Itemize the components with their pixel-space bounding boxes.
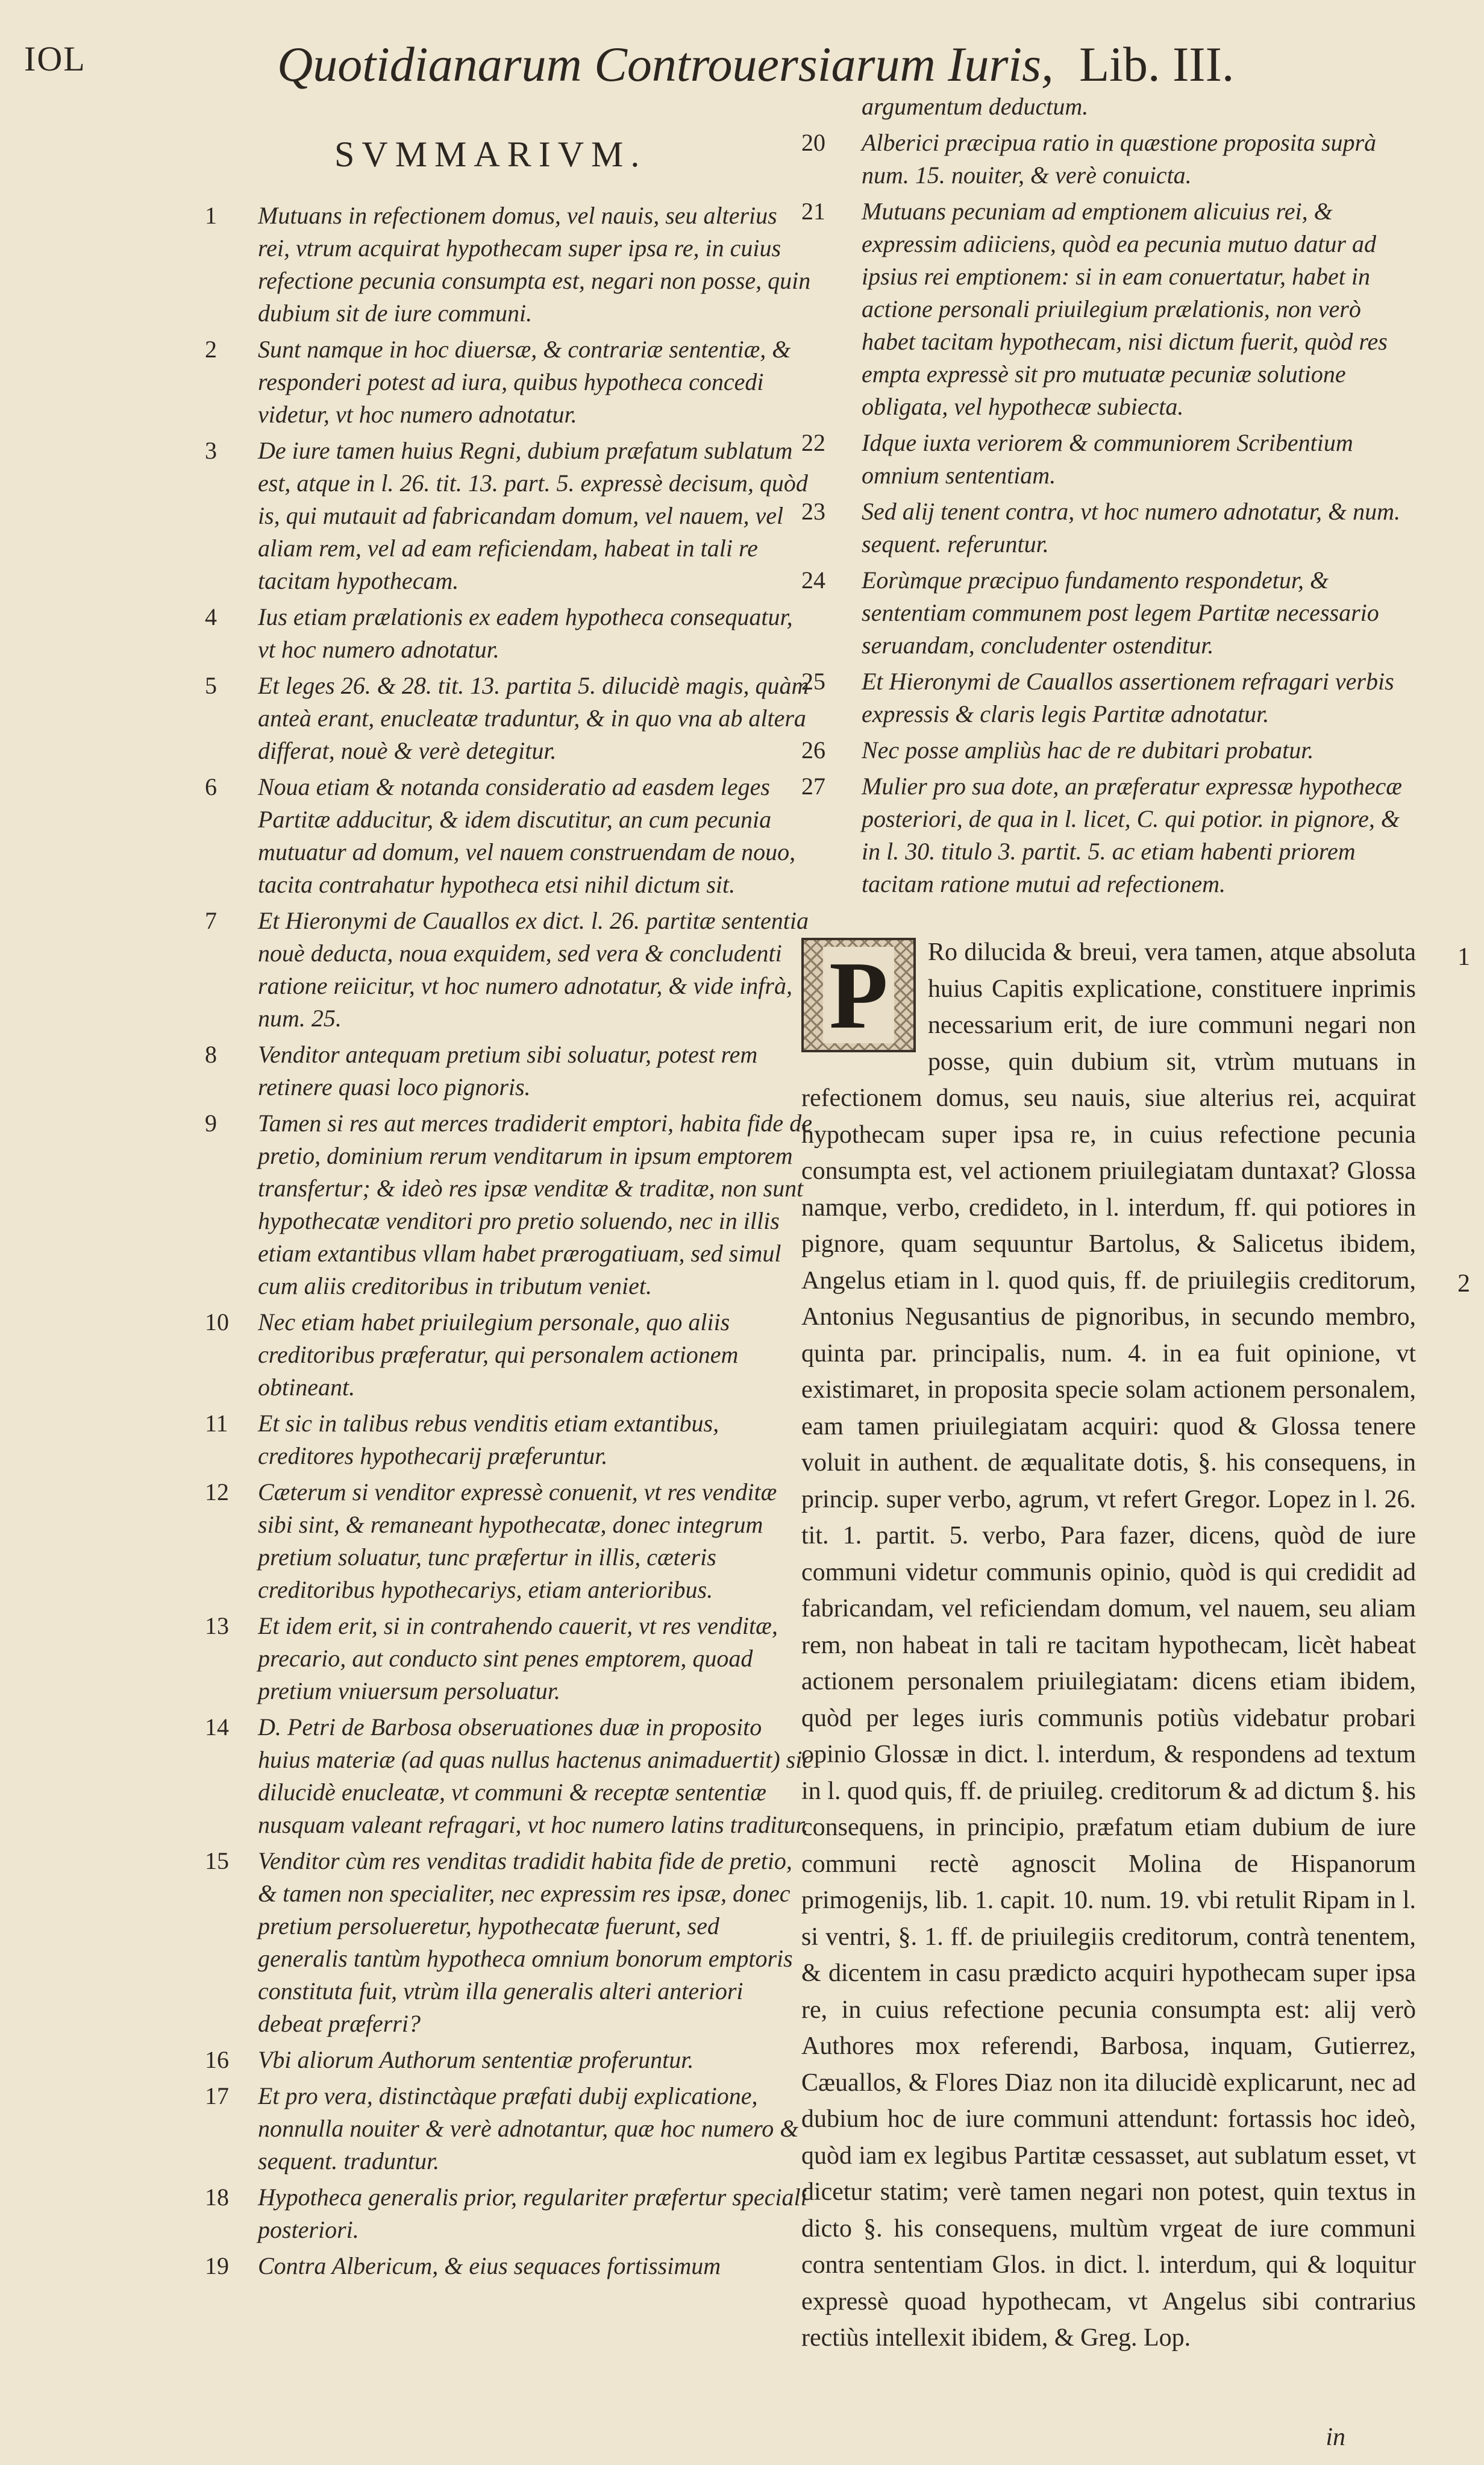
summary-item: [205, 1306, 813, 1404]
book-number: Lib. III.: [1079, 37, 1235, 92]
summary-item-text: Vbi aliorum Authorum sententiæ proferuntur.: [258, 2046, 694, 2073]
summary-item-text: Venditor antequam pretium sibi soluatur, potest rem retinere quasi loco pignoris.: [258, 1041, 758, 1101]
summary-item-number: 23: [801, 498, 825, 525]
summary-item-number: 19: [205, 2252, 229, 2279]
margin-note-2: 2: [1457, 1270, 1470, 1298]
summary-item-number: 27: [801, 773, 825, 800]
summary-item-number: 16: [205, 2046, 229, 2073]
summary-item: [801, 665, 1416, 730]
summary-item-text: Cæterum si venditor expressè conuenit, vt res venditæ sibi sint, & remaneant hypothecatæ, donec integrum pretium soluatur, tunc præfertur in illis, cæteris creditoribus hypothecariys, etiam anterioribus.: [258, 1478, 777, 1603]
summary-item-text: Tamen si res aut merces tradiderit emptori, habita fide de pretio, dominium rerum venditarum in ipsum emptorem transfertur; & ideò res ipsæ venditæ & traditæ, non sunt hypothecatæ venditori pro pretio soluendo, nec in illis etiam extantibus vllam habet prærogatiuam, sed simul cum aliis creditoribus in tributum veniet.: [258, 1110, 812, 1299]
summary-item: [205, 2044, 813, 2076]
summary-item-number: 7: [205, 907, 217, 934]
summary-item: [205, 1407, 813, 1472]
summary-item: [205, 1038, 813, 1104]
running-title: [277, 36, 1234, 93]
summary-item: [801, 734, 1416, 767]
summary-item-number: 20: [801, 129, 825, 156]
summary-item-number: 4: [205, 603, 217, 630]
summary-left-column: [205, 121, 813, 2286]
summary-item-text: Alberici præcipua ratio in quæstione proposita suprà num. 15. nouiter, & verè conuicta.: [862, 129, 1377, 189]
summary-item-text: Et leges 26. & 28. tit. 13. partita 5. dilucidè magis, quàm anteà erant, enucleatæ traduntur, & in quo vna ab altera differat, nouè & verè detegitur.: [258, 672, 809, 764]
summary-item-text: Sunt namque in hoc diuersæ, & contrariæ sententiæ, & responderi potest ad iura, quibus hypotheca concedi videtur, vt hoc numero adnotatur.: [258, 336, 791, 428]
summary-item: [205, 2250, 813, 2282]
summary-item: [205, 1711, 813, 1841]
summary-item-text: Et Hieronymi de Cauallos ex dict. l. 26. partitæ sententia nouè deducta, noua exquidem, sed vera & concludenti ratione reiicitur, vt hoc numero adnotatur, & vide infrà, num. 25.: [258, 907, 809, 1032]
summary-item-text: Et pro vera, distinctàque præfati dubij explicatione, nonnulla nouiter & verè adnotantur, quæ hoc numero & sequent. traduntur.: [258, 2082, 799, 2175]
summary-item-number: 10: [205, 1308, 229, 1336]
summary-item-number: 9: [205, 1110, 217, 1137]
summary-list-right: [801, 127, 1416, 900]
summary-item-text: Ius etiam prælationis ex eadem hypotheca consequatur, vt hoc numero adnotatur.: [258, 603, 793, 663]
summary-item-text: Hypotheca generalis prior, regulariter præfertur speciali posteriori.: [258, 2184, 807, 2243]
main-text-body: Ro dilucida & breui, vera tamen, atque absoluta huius Capitis explicatione, constituere inprimis necessarium erit, de iure communi negari non posse, quin dubium sit, vtrùm mutuans in refectionem domus, seu nauis, siue alterius rei, acquirat hypothecam super ipsa re, in cuius refectione pecunia consumpta est, vel actionem priuilegiatam duntaxat? Glossa namque, verbo, credideto, in l. interdum, ff. qui potiores in pignore, quam sequuntur Bartolus, & Salicetus ibidem, Angelus etiam in l. quod quis, ff. de priuilegiis creditorum, Antonius Negusantius de pignoribus, in secundo membro, quinta par. principalis, num. 4. in ea fuit opinione, vt existimaret, in proposita specie solam actionem personalem, eam tamen priuilegiatam acquiri: quod & Glossa tenere voluit in authent. de æqualitate dotis, §. his consequens, in princip. super verbo, agrum, vt refert Gregor. Lopez in l. 26. tit. 1. partit. 5. verbo, Para fazer, dicens, quòd de iure communi videtur communis opinio, quòd is qui credidit ad fabricandam, vel reficiendam domum, vel nauem, seu aliam rem, non habeat in tali re tacitam hypothecam, licèt habeat actionem personalem priuilegiatam: dicens etiam ibidem, quòd per leges iuris communis potiùs videbatur probari opinio Glossæ in dict. l. interdum, & respondens ad textum in l. quod quis, ff. de priuileg. creditorum & ad dictum §. his consequens, in principio, præfatum etiam dubium de iure communi rectè agnoscit Molina de Hispanorum primogenijs, lib. 1. capit. 10. num. 19. vbi retulit Ripam in l. si ventri, §. 1. ff. de priuilegiis creditorum, contrà tenentem, & dicentem in casu prædicto acquiri hypothecam super ipsa re, in cuius refectione pecunia consumpta est: alij verò Authores mox referendi, Barbosa, inquam, Gutierrez, Cæuallos, & Flores Diaz non ita dilucidè explicarunt, nec ad dubium hoc de iure communi attendunt: fortassis hoc ideò, quòd iam ex legibus Partitæ cessasset, aut sublatum esset, vt dicetur statim; verè tamen negari non potest, quin textus in dicto §. his consequens, multùm vrgeat de iure communi contra sententiam Glos. in dict. l. interdum, qui & loquitur expressè quoad hypothecam, vt Angelus sibi contrarius rectiùs intellexit ibidem, & Greg. Lop.: [801, 938, 1416, 2352]
summary-item-text: Et sic in talibus rebus venditis etiam extantibus, creditores hypothecarij præferuntur.: [258, 1410, 719, 1469]
summary-item-text: Mutuans in refectionem domus, vel nauis, seu alterius rei, vtrum acquirat hypothecam super ipsa re, in cuius refectione pecunia consumpta est, negari non posse, quin dubium sit de iure communi.: [258, 202, 811, 327]
summary-item-text: Nec posse ampliùs hac de re dubitari probatur.: [862, 736, 1314, 764]
summary-item: [205, 199, 813, 330]
summary-item: [205, 771, 813, 901]
summary-item: [205, 1107, 813, 1302]
summary-item-number: 15: [205, 1847, 229, 1874]
summary-item-text: De iure tamen huius Regni, dubium præfatum sublatum est, atque in l. 26. tit. 13. part. 5. expressè decisum, quòd is, qui mutauit ad fabricandam domum, vel nauem, vel aliam rem, vel ad eam reficiendam, habeat in tali re tacitam hypothecam.: [258, 437, 808, 594]
summary-item-number: 12: [205, 1478, 229, 1506]
summary-item: [205, 1610, 813, 1707]
summary-item: [205, 435, 813, 597]
summary-item-number: 8: [205, 1041, 217, 1068]
page-number: IOL: [24, 39, 86, 78]
summary-item-text: Eorùmque præcipuo fundamento respondetur, & sententiam communem post legem Partitæ necessario seruandam, concludenter ostenditur.: [862, 567, 1379, 659]
summary-item-number: 25: [801, 668, 825, 695]
summary-item: [801, 127, 1416, 192]
summary-item-text: Sed alij tenent contra, vt hoc numero adnotatur, & num. sequent. referuntur.: [862, 498, 1400, 557]
summary-item-number: 6: [205, 773, 217, 800]
summary-list-left: [205, 199, 813, 2282]
summary-item-number: 17: [205, 2082, 229, 2109]
summary-item: [205, 670, 813, 767]
margin-note-1: 1: [1457, 943, 1470, 971]
running-title-text: Quotidianarum Controuersiarum Iuris,: [277, 37, 1054, 92]
summary-item: [801, 495, 1416, 561]
summary-item-text: Nec etiam habet priuilegium personale, quo aliis creditoribus præferatur, qui personalem actionem obtineant.: [258, 1308, 739, 1401]
summary-item-number: 3: [205, 437, 217, 464]
summary-item-text: Venditor cùm res venditas tradidit habita fide de pretio, & tamen non specialiter, nec expressim res ipsæ, donec pretium persolueretur, hypothecatæ fuerunt, sed generalis tantùm hypotheca omnium bonorum emptoris constituta fuit, vtrùm illa generalis alteri anteriori debeat præferri?: [258, 1847, 793, 2037]
summary-item-text: Contra Albericum, & eius sequaces fortissimum: [258, 2252, 721, 2279]
summary-item: [205, 905, 813, 1035]
summary-item-number: 22: [801, 429, 825, 456]
summary-item-number: 11: [205, 1410, 228, 1437]
main-text: [801, 934, 1470, 2357]
summary-item-number: 5: [205, 672, 217, 699]
summary-item-number: 2: [205, 336, 217, 363]
summary-item: [205, 1476, 813, 1606]
summary-item: [801, 427, 1416, 492]
summary-item-number: 21: [801, 198, 825, 225]
right-column: [801, 90, 1470, 2357]
summary-item-text: Mutuans pecuniam ad emptionem alicuius rei, & expressim adiiciens, quòd ea pecunia mutuo datur ad ipsius rei emptionem: si in eam conuertatur, habet in actione personali priuilegium prælationis, non verò habet tacitam hypothecam, nisi dictum fuerit, quòd res empta expressè sit pro mutuatæ pecuniæ solutione obligata, vel hypothecæ subiecta.: [862, 198, 1388, 420]
summary-item-text: D. Petri de Barbosa obseruationes duæ in proposito huius materiæ (ad quas nullus hactenus animaduertit) sic dilucidè enucleatæ, vt communi & receptæ sententiæ nusquam valeant refragari, vt hoc numero latins traditur.: [258, 1713, 813, 1838]
summary-item-text: Idque iuxta veriorem & communiorem Scribentium omnium sententiam.: [862, 429, 1353, 489]
summary-item-number: 18: [205, 2184, 229, 2211]
summary-item: [205, 2080, 813, 2178]
summary-item-text: Noua etiam & notanda consideratio ad easdem leges Partitæ adducitur, & idem discutitur, an cum pecunia mutuatur ad domum, vel nauem construendam de nouo, tacita contrahatur hypotheca etsi nihil dictum sit.: [258, 773, 796, 898]
summary-item: [205, 333, 813, 431]
decorated-initial: [801, 938, 916, 1052]
catchword: in: [1326, 2423, 1345, 2451]
summary-item-number: 13: [205, 1612, 229, 1639]
summary-item-number: 14: [205, 1713, 229, 1741]
summary-item: [205, 2181, 813, 2246]
summary-item: [801, 195, 1416, 423]
summary-item: [205, 601, 813, 666]
summarium-title: SVMMARIVM.: [334, 134, 647, 174]
summary-item-text: Et Hieronymi de Cauallos assertionem refragari verbis expressis & claris legis Partitæ adnotatur.: [862, 668, 1394, 727]
summary-item: [801, 564, 1416, 662]
summary-item-number: 1: [205, 202, 217, 229]
summary-item-number: 24: [801, 567, 825, 594]
summary-item-text: Et idem erit, si in contrahendo cauerit, vt res venditæ, precario, aut conducto sint penes emptorem, quoad pretium vniuersum persoluatur.: [258, 1612, 778, 1704]
summary-continuation: argumentum deductum.: [862, 93, 1089, 120]
summary-item: [801, 770, 1416, 900]
summary-item: [205, 1845, 813, 2040]
summary-item-text: Mulier pro sua dote, an præferatur expressæ hypothecæ posteriori, de qua in l. licet, C. qui potior. in pignore, & in l. 30. titulo 3. partit. 5. ac etiam habenti priorem tacitam ratione mutui ad refectionem.: [862, 773, 1402, 897]
summary-item-number: 26: [801, 736, 825, 764]
initial-letter: P: [823, 947, 894, 1043]
